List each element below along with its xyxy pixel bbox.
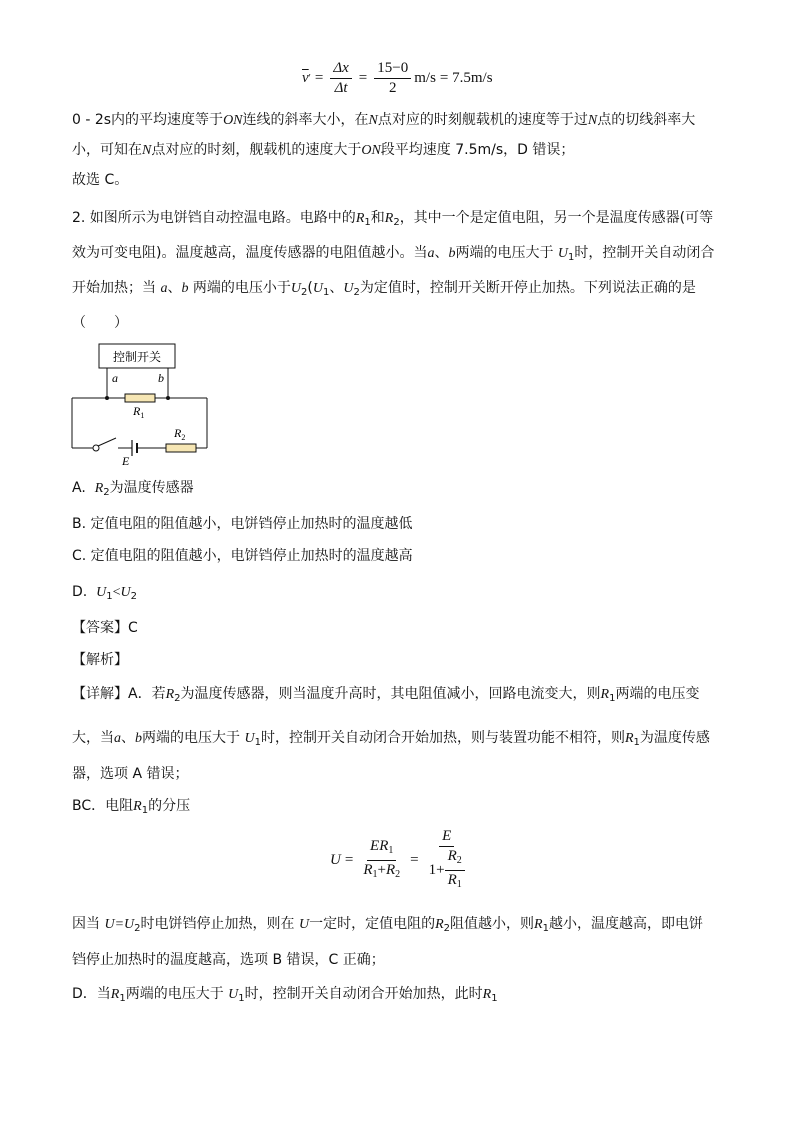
question-2-line-1: 2. 如图所示为电饼铛自动控温电路。电路中的$R_1$和$R_2$，其中一个是定值电阻，另一个是温度传感器(可等 [72,210,714,228]
option-b: B. 定值电阻的阻值越小，电饼铛停止加热时的温度越低 [72,516,413,532]
terminal-b-label: b [158,371,164,385]
fraction-values: $\frac{15-0}{2}$ [374,60,411,97]
node-a [105,396,109,400]
answer-value: C [128,620,138,636]
divider-fraction-2: E 1+ $\frac{R_2}{R_1}$ [426,828,468,893]
detail-line-3: 器，选项 A 错误； [72,766,189,782]
switch-blade [98,438,116,446]
average-velocity-equation: $\overline{v}$ ′ = $\frac{\Delta x}{\Delta t}$ = $\frac{15-0}{2}$ m/s = 7.5m/s [302,60,493,96]
option-c: C. 定值电阻的阻值越小，电饼铛停止加热时的温度越高 [72,548,413,564]
detail-line-5: 因当 $U=U_2$时电饼铛停止加热，则在 U一定时，定值电阻的$R_2$阻值越小，则$R_1$越小，温度越高，即电饼 [72,916,703,934]
battery-e-label: E [122,454,130,468]
circuit-diagram [66,340,216,470]
detail-line-6: 铛停止加热时的温度越高，选项 B 错误，C 正确； [72,952,385,968]
resistor-r2 [166,444,196,452]
terminal-a-label: a [112,371,118,385]
answer-label: 【答案】 [72,620,128,636]
question-2-line-3: 开始加热；当 a、b 两端的电压小于$U_2(U_1$、$U_2$为定值时，控制开关断开停止加热。下列说法正确的是 [72,280,696,298]
prev-solution-line-2: 小，可知在N点对应的时刻，舰载机的速度大于ON段平均速度 7.5m/s，D 错误； [72,142,575,158]
control-switch-label: 控制开关 [112,350,162,364]
detail-line-1: 【详解】A．若$R_2$为温度传感器，则当温度升高时，其电阻值减小，回路电流变大，则$R_1$两端的电压变 [72,686,700,704]
detail-line-2: 大，当a、b两端的电压大于 $U_1$时，控制开关自动闭合开始加热，则与装置功能不相符，则$R_1$为温度传感 [72,730,710,748]
question-2-blank: （ ） [72,315,128,331]
divider-fraction-1: $\frac{ER_1}{R_1+R_2}$ [363,838,401,880]
option-a: A. $R_2$为温度传感器 [72,480,194,498]
prev-solution-line-1: 0 - 2s内的平均速度等于ON连线的斜率大小，在N点对应的时刻舰载机的速度等于过N点的切线斜率大 [72,112,696,128]
resistor-r1 [125,394,155,402]
answer-line [72,618,138,638]
analysis-label: 【解析】 [72,652,128,668]
question-2-line-2: 效为可变电阻)。温度越高，温度传感器的电阻值越小。当a、b两端的电压大于 $U_1$时，控制开关自动闭合 [72,245,715,263]
r1-label: $R_1$ [133,404,145,420]
detail-line-7: D．当$R_1$两端的电压大于 $U_1$时，控制开关自动闭合开始加热，此时$R_1$ [72,986,498,1004]
fraction-delta: $\frac{\Delta x}{\Delta t}$ [330,60,351,97]
detail-line-4: BC．电阻$R_1$的分压 [72,798,191,816]
voltage-divider-equation: U = $\frac{ER_1}{R_1+R_2}$ = E 1+ $\frac{R_2}{R_1}$ [330,828,471,893]
option-d: D. $U_1<U_2$ [72,584,138,602]
node-b [166,396,170,400]
r2-label: $R_2$ [174,426,186,442]
prev-solution-conclusion: 故选 C。 [72,172,129,188]
